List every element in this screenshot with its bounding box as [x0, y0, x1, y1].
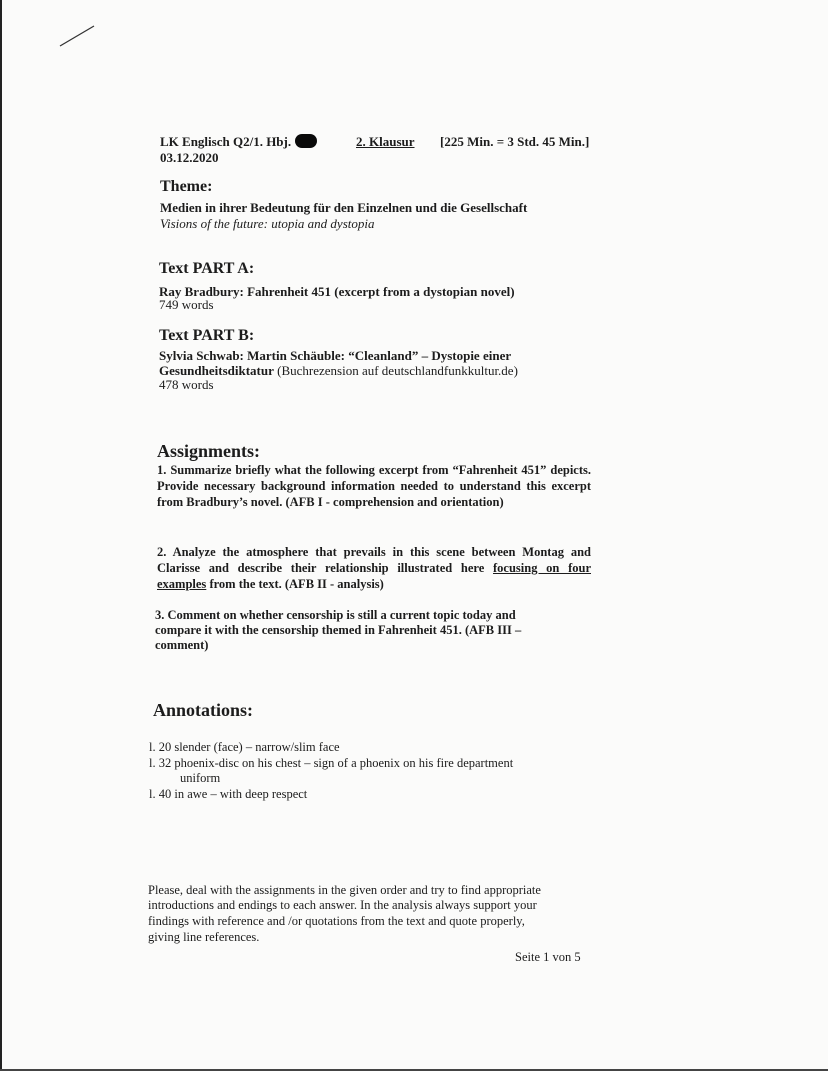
assignment-3-line-1: 3. Comment on whether censorship is still a current topic today and [155, 608, 516, 622]
annotation-2-line-1: l. 32 phoenix-disc on his chest – sign of a phoenix on his fire department [149, 756, 514, 770]
course-line [160, 134, 317, 150]
assignments-heading: Assignments: [157, 441, 261, 461]
part-b-heading: Text PART B: [159, 327, 255, 344]
assignment-1: 1. Summarize briefly what the following excerpt from “Fahrenheit 451” depicts. Provide necessary background information needed to understand this excerpt from Bradbury’s novel. (AFB I - comprehension and orientation) [157, 463, 591, 509]
part-a-heading: Text PART A: [159, 260, 255, 277]
assignment-3-line-2: compare it with the censorship themed in Fahrenheit 451. (AFB III – [155, 623, 522, 637]
annotation-1: l. 20 slender (face) – narrow/slim face [149, 740, 340, 754]
exam-date: 03.12.2020 [160, 150, 219, 165]
assignment-3-line-3: comment) [155, 638, 209, 652]
assignment-2-text: 2. Analyze the atmosphere that prevails in this scene between Montag and Clarisse and describe their relationship illustrated here [157, 545, 591, 575]
annotation-3: l. 40 in awe – with deep respect [149, 787, 308, 801]
part-a-source-text: Ray Bradbury: Fahrenheit 451 (excerpt from a dystopian novel) [159, 284, 515, 299]
scan-edge-left [0, 0, 2, 1071]
exam-title: 2. Klausur [356, 134, 415, 149]
theme-line-2: Visions of the future: utopia and dystopia [160, 216, 375, 231]
part-b-title-rest: Gesundheitsdiktatur [159, 363, 274, 378]
instructions-line-4: giving line references. [148, 930, 260, 944]
assignment-2-emphasis: focusing on four examples [157, 561, 591, 591]
assignment-2-end: from the text. (AFB II - analysis) [206, 577, 384, 591]
part-b-line-1: Sylvia Schwab: Martin Schäuble: “Cleanland” – Dystopie einer [159, 348, 512, 363]
part-a-words: 749 words [159, 297, 214, 312]
part-b-publication: (Buchrezension auf deutschlandfunkkultur.de) [273, 363, 518, 378]
part-a-source [159, 284, 596, 300]
course-label: LK Englisch Q2/1. Hbj. [160, 134, 292, 149]
instructions-line-2: introductions and endings to each answer. In the analysis always support your [148, 898, 537, 912]
theme-heading: Theme: [160, 178, 213, 195]
pen-mark-icon [58, 24, 98, 48]
part-b-words: 478 words [159, 377, 214, 392]
instructions-line-1: Please, deal with the assignments in the given order and try to find appropriate [148, 883, 541, 897]
annotation-2-line-2: uniform [180, 771, 221, 785]
assignment-2 [157, 544, 591, 592]
exam-duration: [225 Min. = 3 Std. 45 Min.] [440, 134, 590, 149]
redaction-mark [295, 134, 317, 148]
page-number: Seite 1 von 5 [515, 950, 581, 964]
annotations-heading: Annotations: [153, 700, 254, 720]
instructions-line-3: findings with reference and /or quotations from the text and quote properly, [148, 914, 525, 928]
theme-line-1: Medien in ihrer Bedeutung für den Einzelnen und die Gesellschaft [160, 200, 528, 215]
